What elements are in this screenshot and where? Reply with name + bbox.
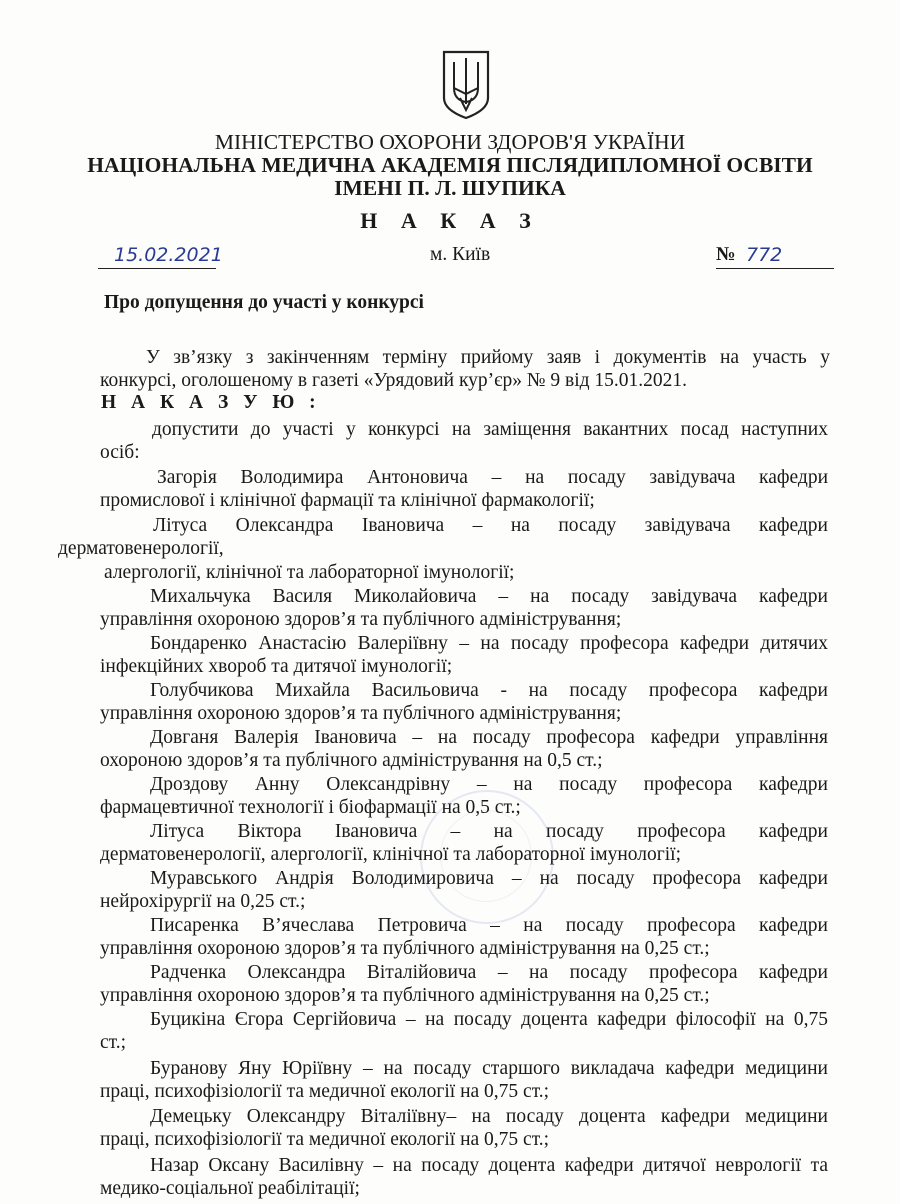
handwritten-date: 15.02.2021: [114, 244, 223, 266]
trident-emblem-icon: [440, 48, 492, 120]
academy-heading-line1: НАЦІОНАЛЬНА МЕДИЧНА АКАДЕМІЯ ПІСЛЯДИПЛОМНОЇ ОСВІТИ: [87, 153, 813, 177]
list-line: управління охороною здоров’я та публічного адміністрування;: [100, 609, 622, 630]
intro-line: конкурсі, оголошеному в газеті «Урядовий кур’єр» № 9 від 15.01.2021.: [100, 370, 688, 391]
list-line: управління охороною здоров’я та публічного адміністрування на 0,25 ст.;: [100, 985, 710, 1006]
list-line: ст.;: [100, 1032, 127, 1053]
list-line: Муравського Андрія Володимировича – на посаду професора кафедри: [150, 868, 828, 889]
list-line: охороною здоров’я та публічного адміністрування на 0,5 ст.;: [100, 750, 603, 771]
ministry-heading: МІНІСТЕРСТВО ОХОРОНИ ЗДОРОВ'Я УКРАЇНИ: [214, 130, 686, 154]
list-line: дерматовенерології, алергології, клінічної та лабораторної імунології;: [100, 844, 682, 865]
list-line: Довганя Валерія Івановича – на посаду професора кафедри управління: [150, 727, 828, 748]
list-line: Михальчука Василя Миколайовича – на посаду завідувача кафедри: [150, 586, 828, 607]
list-line: управління охороною здоров’я та публічного адміністрування на 0,25 ст.;: [100, 938, 710, 959]
list-line: Назар Оксану Василівну – на посаду доцента кафедри дитячої неврології та: [150, 1155, 828, 1176]
list-line: дерматовенерології,: [58, 538, 224, 559]
list-line: праці, психофізіології та медичної екології на 0,75 ст.;: [100, 1129, 550, 1150]
admit-line: осіб:: [100, 442, 140, 463]
list-line: Писаренка В’ячеслава Петровича – на посаду професора кафедри: [150, 915, 828, 936]
list-line: Бондаренко Анастасію Валеріївну – на посаду професора кафедри дитячих: [150, 633, 828, 654]
list-line: Буцикіна Єгора Сергійовича – на посаду доцента кафедри філософії на 0,75: [150, 1009, 828, 1030]
admit-line: допустити до участі у конкурсі на заміщення вакантних посад наступних: [152, 419, 828, 440]
city-label: м. Київ: [430, 244, 491, 265]
list-line: інфекційних хвороб та дитячої імунології;: [100, 656, 453, 677]
list-line: Загорія Володимира Антоновича – на посаду завідувача кафедри: [157, 467, 828, 488]
list-line: медико-соціальної реабілітації;: [100, 1178, 360, 1199]
order-word: Н А К А З У Ю :: [101, 392, 321, 413]
list-line: алергології, клінічної та лабораторної імунології;: [104, 562, 515, 583]
subject-heading: Про допущення до участі у конкурсі: [104, 292, 424, 313]
list-line: фармацевтичної технології і біофармації на 0,5 ст.;: [100, 797, 521, 818]
list-line: Літуса Віктора Івановича – на посаду професора кафедри: [150, 821, 828, 842]
list-line: Літуса Олександра Івановича – на посаду завідувача кафедри: [153, 515, 828, 536]
document-type-title: Н А К А З: [360, 208, 540, 233]
list-line: Голубчикова Михайла Васильовича - на посаду професора кафедри: [150, 680, 828, 701]
number-sign: №: [716, 244, 736, 265]
date-field: [98, 242, 223, 269]
intro-line: У зв’язку з закінченням терміну прийому заяв і документів на участь у: [146, 347, 830, 368]
handwritten-number: 772: [746, 244, 783, 266]
list-line: промислової і клінічної фармації та клінічної фармакології;: [100, 490, 595, 511]
academy-heading-line2: ІМЕНІ П. Л. ШУПИКА: [334, 176, 566, 200]
list-line: Радченка Олександра Віталійовича – на посаду професора кафедри: [150, 962, 828, 983]
list-line: Демецьку Олександру Віталіївну– на посаду доцента кафедри медицини: [150, 1106, 828, 1127]
list-line: Дроздову Анну Олександрівну – на посаду професора кафедри: [150, 774, 828, 795]
list-line: нейрохірургії на 0,25 ст.;: [100, 891, 306, 912]
list-line: Буранову Яну Юріївну – на посаду старшого викладача кафедри медицини: [150, 1058, 828, 1079]
order-number-field: [716, 242, 834, 269]
list-line: праці, психофізіології та медичної екології на 0,75 ст.;: [100, 1081, 550, 1102]
list-line: управління охороною здоров’я та публічного адміністрування;: [100, 703, 622, 724]
